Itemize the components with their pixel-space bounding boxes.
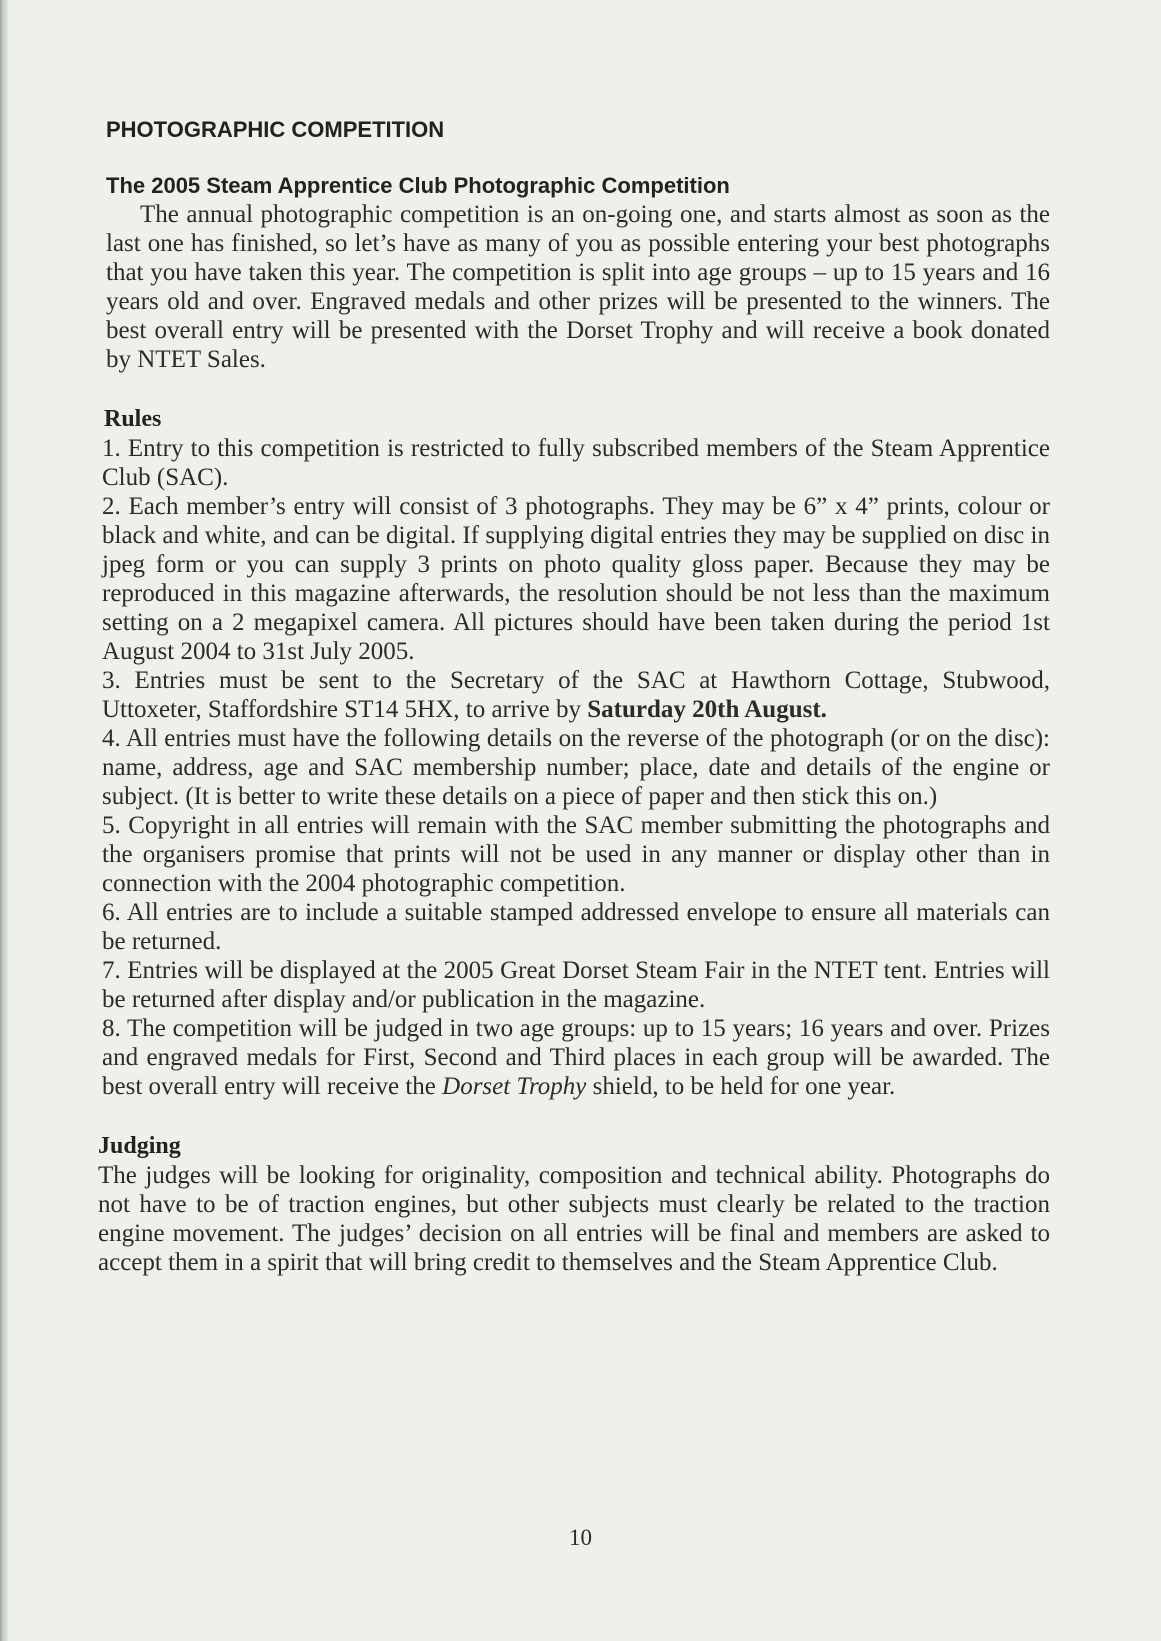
rule-8-trophy-name: Dorset Trophy (442, 1073, 587, 1100)
main-heading: PHOTOGRAPHIC COMPETITION (106, 117, 445, 142)
rule-5: 5. Copyright in all entries will remain with the SAC member submitting the photographs and the organisers promise that prints will not be used in any manner or display other than in connection with the 2004 photographic competition. (102, 812, 1050, 897)
intro-paragraph: The annual photographic competition is an on-going one, and starts almost as soon as the last one has finished, so let’s have as many of you as possible entering your best photographs that you have taken this year. The competition is split into age groups – up to 15 years and 16 years old and over. Engraved medals and other prizes will be presented to the winners. The best overall entry will be presented with the Dorset Trophy and will receive a book donated by NTET Sales. (106, 201, 1050, 373)
rule-2: 2. Each member’s entry will consist of 3 photographs. They may be 6” x 4” prints, colour or black and white, and can be digital. If supplying digital entries they may be supplied on disc in jpeg form or you can supply 3 prints on photo quality gloss paper. Because they may be reproduced in this magazine afterwards, the resolution should be not less than the maximum setting on a 2 megapixel camera. All pictures should have been taken during the period 1st August 2004 to 31st July 2005. (102, 493, 1050, 665)
page-spine-shadow (0, 0, 8, 1641)
rule-3-deadline: Saturday 20th August. (587, 696, 827, 723)
page-content (98, 116, 1050, 1277)
judging-paragraph: The judges will be looking for originality, composition and technical ability. Photographs do not have to be of traction engines, but other subjects must clearly be related to the traction engine movement. The judges’ decision on all entries will be final and members are asked to accept them in a spirit that will bring credit to themselves and the Steam Apprentice Club. (98, 1162, 1050, 1276)
page-number: 10 (569, 1525, 592, 1550)
rule-4: 4. All entries must have the following details on the reverse of the photograph (or on the disc): name, address, age and SAC membership number; place, date and details of the engine or subject. (It is better to write these details on a piece of paper and then stick this on.) (102, 725, 1050, 810)
rule-8 (102, 1014, 1050, 1101)
rule-6: 6. All entries are to include a suitable stamped addressed envelope to ensure all materials can be returned. (102, 899, 1050, 955)
rule-3-text: 3. Entries must be sent to the Secretary of the SAC at Hawthorn Cottage, Stubwood, Uttoxeter, Staffordshire ST14 5HX, to arrive by (102, 667, 1050, 723)
rules-list (102, 434, 1050, 1101)
rule-8-text: 8. The competition will be judged in two age groups: up to 15 years; 16 years and over. Prizes and engraved medals for First, Second and Third places in each group will be awarded. The best overall entry will receive the (102, 1015, 1050, 1100)
rule-1: 1. Entry to this competition is restricted to fully subscribed members of the Steam Apprentice Club (SAC). (102, 435, 1050, 491)
judging-heading: Judging (98, 1133, 181, 1159)
rule-7: 7. Entries will be displayed at the 2005 Great Dorset Steam Fair in the NTET tent. Entries will be returned after display and/or publication in the magazine. (102, 957, 1050, 1013)
rule-8-text-end: shield, to be held for one year. (586, 1073, 896, 1100)
rules-heading: Rules (104, 406, 162, 432)
rule-3 (102, 666, 1050, 724)
competition-title: The 2005 Steam Apprentice Club Photographic Competition (106, 173, 730, 198)
